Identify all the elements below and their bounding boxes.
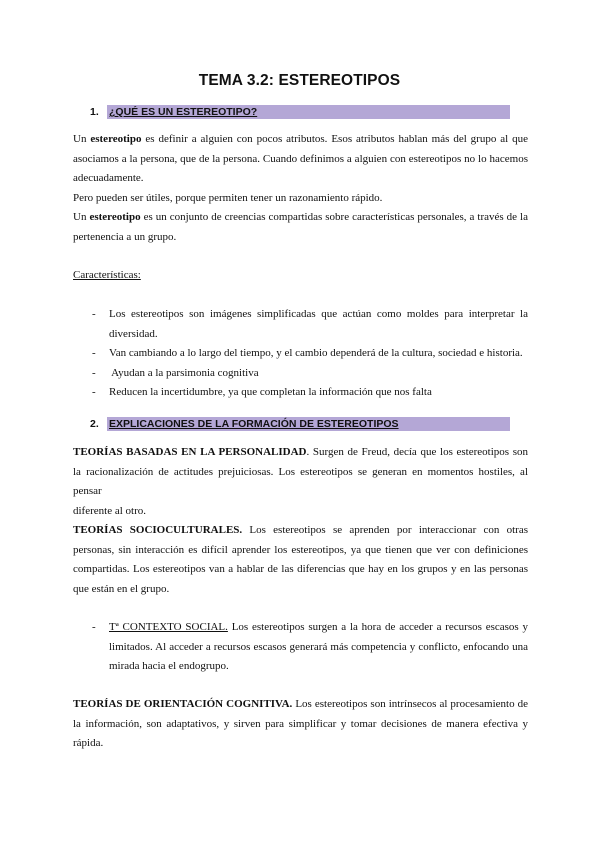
characteristics-list [73, 305, 528, 403]
list-item: - Van cambiando a lo largo del tiempo, y el cambio dependerá de la cultura, sociedad e historia. [73, 344, 528, 364]
theory-title: TEORÍAS DE ORIENTACIÓN COGNITIVA. [73, 698, 293, 710]
bullet-dash: - [92, 347, 96, 359]
bullet-dash: - [92, 386, 96, 398]
social-context-list [73, 618, 528, 677]
bullet-dash: - [92, 366, 96, 379]
theory-title: TEORÍAS BASADAS EN LA PERSONALIDAD [73, 446, 307, 458]
theory-sociocultural: TEORÍAS SOCIOCULTURALES. Los estereotipos se aprenden por interaccionar con otras personas, sin interacción es difícil aprender los estereotipos, ya que tienen que ver con definiciones compartidas. Los estereotipos van a hablar de las diferencias que hay en los grupos y en las personas que están en el grupo. [73, 524, 528, 595]
section-title: ¿QUÉ ES UN ESTEREOTIPO? [107, 105, 510, 119]
intro-paragraph-1: Un estereotipo es definir a alguien con pocos atributos. Esos atributos hablan más del grupo al que asociamos a la persona, que de la persona. Cuando definimos a alguien con estereotipos no lo hacemos adecuadamente. [73, 133, 528, 184]
list-item: - Tª CONTEXTO SOCIAL. Los estereotipos surgen a la hora de acceder a recursos escasos y limitados. Al acceder a recursos escasos generará más competencia y conflicto, enfocando una mirada hacia el endogrupo. [73, 618, 528, 677]
section-title: EXPLICACIONES DE LA FORMACIÓN DE ESTEREOTIPOS [107, 417, 510, 431]
list-item: - Ayudan a la parsimonia cognitiva [73, 364, 528, 384]
bold-term: estereotipo [90, 133, 142, 145]
section-heading-1 [90, 105, 510, 119]
intro-paragraph-3: Un estereotipo es un conjunto de creencias compartidas sobre características personales, a través de la pertenencia a un grupo. [73, 211, 528, 243]
section-heading-2 [90, 417, 510, 431]
bullet-dash: - [92, 621, 96, 633]
theory-personality: TEORÍAS BASADAS EN LA PERSONALIDAD. Surgen de Freud, decía que los estereotipos son la racionalización de actitudes prejuiciosas. Los estereotipos se generan en momentos hostiles, al pensar diferente al otro. [73, 446, 528, 517]
document-title: TEMA 3.2: ESTEREOTIPOS [198, 72, 401, 89]
intro-paragraph-2: Pero pueden ser útiles, porque permiten tener un razonamiento rápido. [73, 192, 383, 204]
bullet-dash: - [92, 308, 96, 320]
section-number: 2. [90, 418, 99, 430]
characteristics-heading: Características: [73, 269, 141, 281]
theory-cognitive: TEORÍAS DE ORIENTACIÓN COGNITIVA. Los estereotipos son intrínsecos al procesamiento de la información, son adaptativos, y sirven para simplificar y tomar decisiones de manera efectiva y rápida. [73, 698, 528, 749]
subtheory-title: Tª CONTEXTO SOCIAL. [109, 621, 228, 633]
section-number: 1. [90, 106, 99, 118]
theory-title: TEORÍAS SOCIOCULTURALES. [73, 524, 243, 536]
list-item: - Los estereotipos son imágenes simplificadas que actúan como moldes para interpretar la diversidad. [73, 305, 528, 344]
list-item: - Reducen la incertidumbre, ya que completan la información que nos falta [73, 383, 528, 403]
bold-term: estereotipo [89, 211, 141, 223]
